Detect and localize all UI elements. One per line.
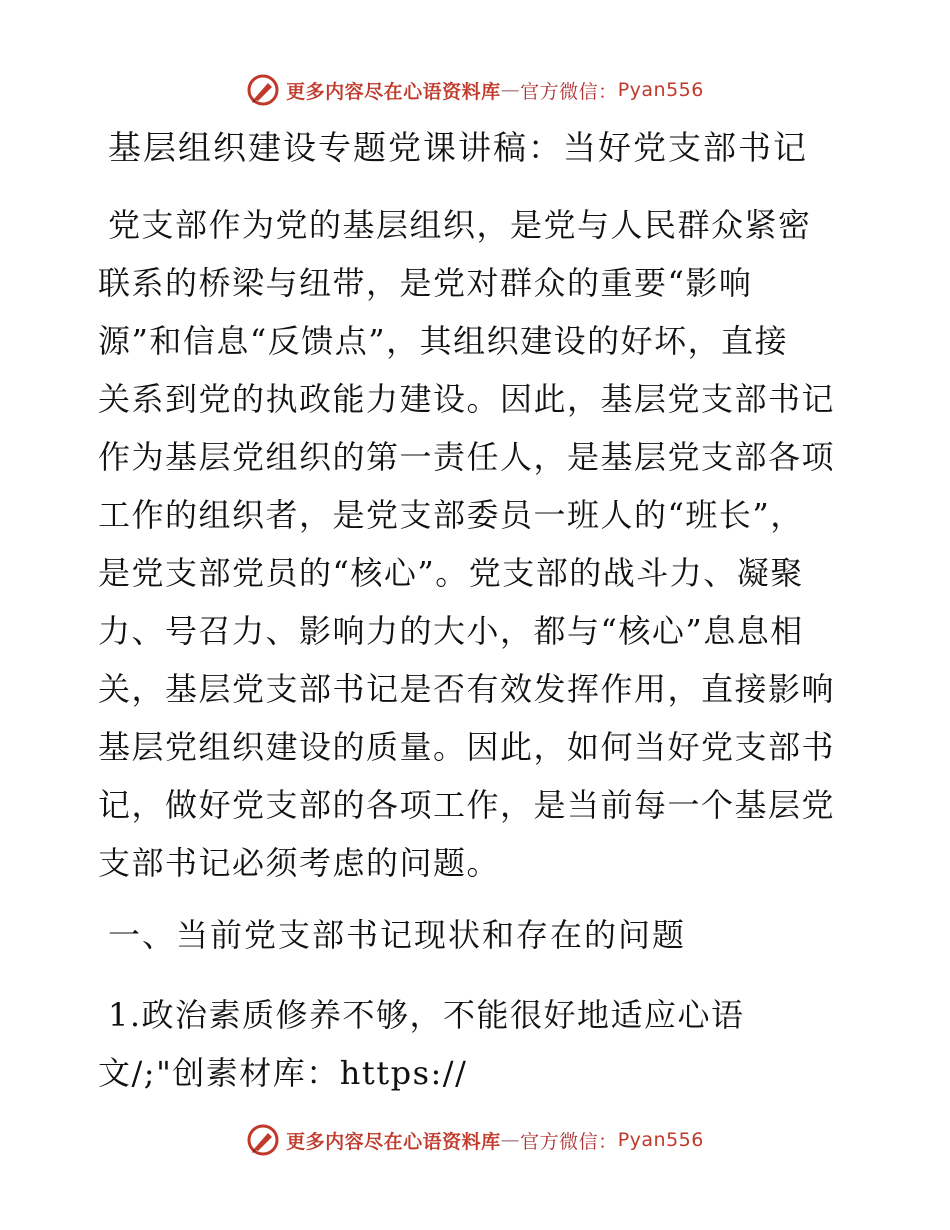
paragraph-line: 是党支部党员的“核心”。党支部的战斗力、凝聚 bbox=[98, 554, 804, 592]
header-watermark-banner bbox=[0, 70, 950, 110]
paragraph-line: 文/;"创素材库：https:// bbox=[98, 1054, 468, 1092]
paragraph-line: 基层党组织建设的质量。因此，如何当好党支部书 bbox=[98, 728, 836, 766]
paragraph-line: 党支部作为党的基层组织，是党与人民群众紧密 bbox=[108, 206, 812, 244]
paragraph-line: 1.政治素质修养不够，不能很好地适应心语 bbox=[108, 996, 745, 1034]
subsection-paragraph bbox=[98, 986, 858, 1102]
paragraph-line: 力、号召力、影响力的大小，都与“核心”息息相 bbox=[98, 612, 804, 650]
paragraph-line: 作为基层党组织的第一责任人，是基层党支部各项 bbox=[98, 438, 836, 476]
paragraph-line: 源”和信息“反馈点”，其组织建设的好坏，直接 bbox=[98, 322, 789, 360]
paragraph-line: 联系的桥梁与纽带，是党对群众的重要“影响 bbox=[98, 264, 753, 302]
section-heading: 一、当前党支部书记现状和存在的问题 bbox=[108, 916, 687, 954]
pen-logo-icon bbox=[246, 73, 280, 107]
watermark-account: Pyan556 bbox=[617, 1129, 704, 1151]
paragraph-line: 关，基层党支部书记是否有效发挥作用，直接影响 bbox=[98, 670, 836, 708]
watermark-brand-text: 更多内容尽在心语资料库 bbox=[286, 80, 501, 103]
watermark-official-label: 官方微信： bbox=[520, 1130, 618, 1153]
watermark-account: Pyan556 bbox=[617, 79, 704, 101]
paragraph-line: 支部书记必须考虑的问题。 bbox=[98, 844, 501, 882]
pen-logo-icon bbox=[246, 1123, 280, 1157]
footer-watermark-banner bbox=[0, 1120, 950, 1160]
watermark-dash: — bbox=[500, 79, 521, 101]
document-title: 基层组织建设专题党课讲稿：当好党支部书记 bbox=[108, 128, 808, 167]
watermark-dash: — bbox=[500, 1129, 521, 1151]
watermark-brand-text: 更多内容尽在心语资料库 bbox=[286, 1130, 501, 1153]
paragraph-line: 记，做好党支部的各项工作，是当前每一个基层党 bbox=[98, 786, 836, 824]
watermark-official-label: 官方微信： bbox=[520, 80, 618, 103]
intro-paragraph bbox=[98, 196, 858, 892]
paragraph-line: 工作的组织者，是党支部委员一班人的“班长”， bbox=[98, 496, 804, 534]
paragraph-line: 关系到党的执政能力建设。因此，基层党支部书记 bbox=[98, 380, 836, 418]
